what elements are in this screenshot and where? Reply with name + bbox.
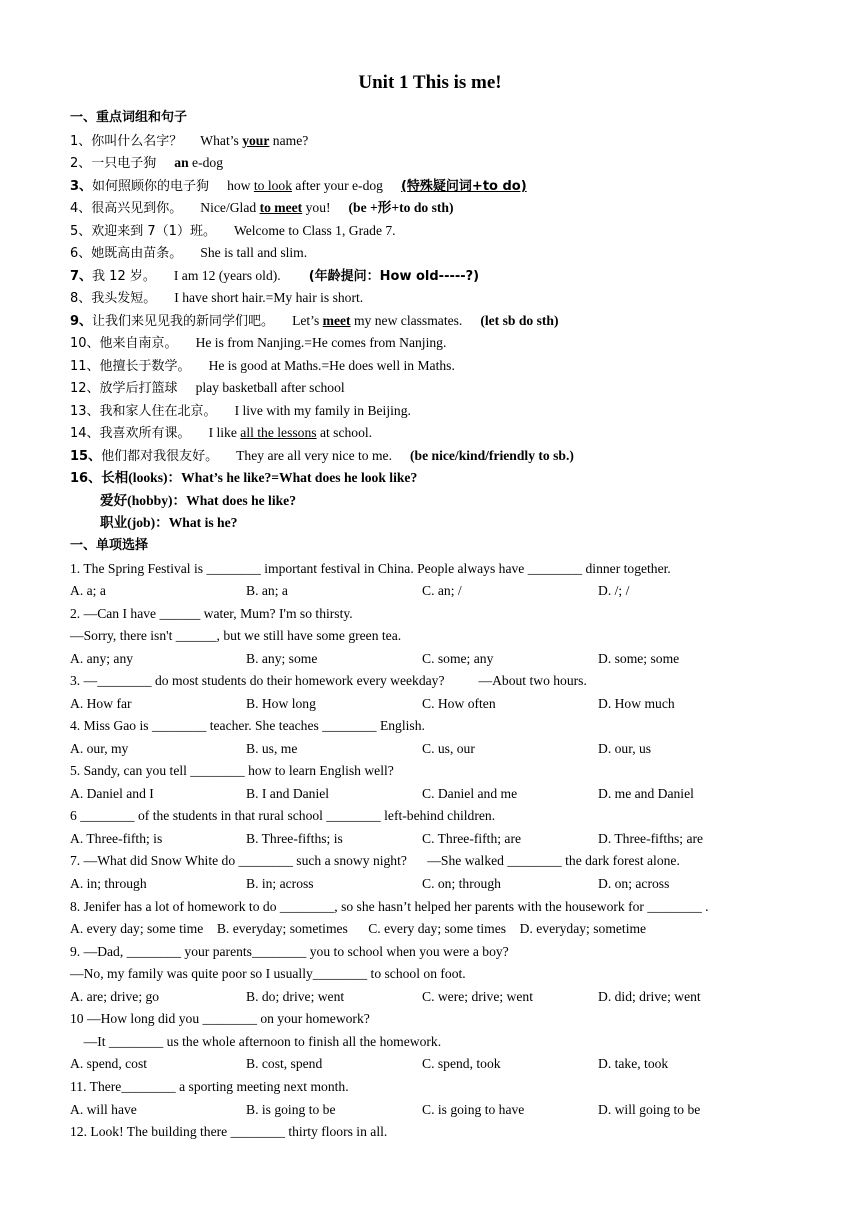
phrase-16-job: 职业(job)：What is he? xyxy=(100,515,238,530)
section-heading-phrases: 一、重点词组和句子 xyxy=(70,110,188,125)
options-7 xyxy=(70,873,790,895)
question-10-line-2: —It ________ us the whole afternoon to finish all the homework. xyxy=(70,1034,442,1049)
question-8: 8. Jenifer has a lot of homework to do ________, so she hasn’t helped her parents with the housework for ________ . xyxy=(70,899,709,914)
phrase-2: 2、一只电子狗 an e-dog xyxy=(70,155,224,171)
options-2 xyxy=(70,648,790,670)
option-b: B. cost, spend xyxy=(246,1056,323,1071)
options-1 xyxy=(70,580,790,602)
question-9: 9. —Dad, ________ your parents________ you to school when you were a boy? xyxy=(70,944,509,959)
option-b: B. do; drive; went xyxy=(246,989,345,1004)
option-d: D. Three-fifths; are xyxy=(598,831,704,846)
phrase-16-hobby: 爱好(hobby)：What does he like? xyxy=(100,493,297,508)
phrase-3: 3、如何照顾你的电子狗 how to look after your e-dog (特殊疑问词+to do) xyxy=(70,178,527,194)
option-c: C. is going to have xyxy=(422,1102,525,1117)
section-heading-choices: 一、单项选择 xyxy=(70,538,149,553)
option-d: D. me and Daniel xyxy=(598,786,694,801)
option-d: D. How much xyxy=(598,696,675,711)
question-5: 5. Sandy, can you tell ________ how to learn English well? xyxy=(70,763,394,778)
options-8: A. every day; some time B. everyday; sometimes C. every day; some times D. everyday; sometime xyxy=(70,921,647,936)
option-b: B. in; across xyxy=(246,876,314,891)
question-2: 2. —Can I have ______ water, Mum? I'm so thirsty. xyxy=(70,606,353,621)
option-b: B. is going to be xyxy=(246,1102,336,1117)
phrase-12: 12、放学后打篮球 play basketball after school xyxy=(70,380,345,396)
phrase-6: 6、她既高由苗条。 She is tall and slim. xyxy=(70,245,308,261)
question-9-line-2: —No, my family was quite poor so I usually________ to school on foot. xyxy=(70,966,466,981)
option-d: D. some; some xyxy=(598,651,680,666)
option-a: A. our, my xyxy=(70,741,129,756)
option-a: A. How far xyxy=(70,696,132,711)
phrase-13: 13、我和家人住在北京。 I live with my family in Beijing. xyxy=(70,403,411,419)
option-c: C. an; / xyxy=(422,583,462,598)
question-10: 10 —How long did you ________ on your homework? xyxy=(70,1011,370,1026)
phrase-10: 10、他来自南京。 He is from Nanjing.=He comes from Nanjing. xyxy=(70,335,447,351)
option-b: B. I and Daniel xyxy=(246,786,330,801)
option-a: A. any; any xyxy=(70,651,134,666)
option-c: C. Daniel and me xyxy=(422,786,518,801)
option-c: C. How often xyxy=(422,696,496,711)
option-c: C. some; any xyxy=(422,651,494,666)
options-6 xyxy=(70,828,790,850)
option-a: A. are; drive; go xyxy=(70,989,160,1004)
option-a: A. in; through xyxy=(70,876,147,891)
option-d: D. on; across xyxy=(598,876,670,891)
option-d: D. our, us xyxy=(598,741,652,756)
question-2-line-2: —Sorry, there isn't ______, but we still have some green tea. xyxy=(70,628,402,643)
question-1: 1. The Spring Festival is ________ important festival in China. People always have ________ dinner together. xyxy=(70,561,671,576)
question-6: 6 ________ of the students in that rural school ________ left-behind children. xyxy=(70,808,496,823)
options-5 xyxy=(70,783,790,805)
phrase-16: 16、长相(looks)：What’s he like?=What does he look like? xyxy=(70,470,418,486)
phrase-7: 7、我 12 岁。 I am 12 (years old). (年龄提问：How old-----?) xyxy=(70,268,480,284)
phrase-9: 9、让我们来见见我的新同学们吧。 Let’s meet my new classmates. (let sb do sth) xyxy=(70,313,559,329)
phrase-4: 4、很高兴见到你。 Nice/Glad to meet you! (be +形+to do sth) xyxy=(70,200,454,216)
options-3 xyxy=(70,693,790,715)
option-d: D. did; drive; went xyxy=(598,989,701,1004)
option-c: C. were; drive; went xyxy=(422,989,533,1004)
phrase-8: 8、我头发短。 I have short hair.=My hair is short. xyxy=(70,290,364,306)
option-c: C. on; through xyxy=(422,876,501,891)
options-4 xyxy=(70,738,790,760)
option-b: B. Three-fifths; is xyxy=(246,831,343,846)
question-7: 7. —What did Snow White do ________ such a snowy night? —She walked ________ the dark forest alone. xyxy=(70,853,680,868)
option-c: C. Three-fifth; are xyxy=(422,831,522,846)
option-a: A. will have xyxy=(70,1102,137,1117)
phrase-14: 14、我喜欢所有课。 I like all the lessons at school. xyxy=(70,425,373,441)
option-b: B. How long xyxy=(246,696,316,711)
option-d: D. take, took xyxy=(598,1056,669,1071)
options-9 xyxy=(70,986,790,1008)
option-d: D. /; / xyxy=(598,583,630,598)
option-b: B. us, me xyxy=(246,741,298,756)
phrase-15: 15、他们都对我很友好。 They are all very nice to me. (be nice/kind/friendly to sb.) xyxy=(70,448,574,464)
question-3: 3. —________ do most students do their homework every weekday? —About two hours. xyxy=(70,673,587,688)
phrase-5: 5、欢迎来到 7（1）班。 Welcome to Class 1, Grade 7. xyxy=(70,223,396,239)
question-4: 4. Miss Gao is ________ teacher. She teaches ________ English. xyxy=(70,718,425,733)
option-d: D. will going to be xyxy=(598,1102,701,1117)
page-title: Unit 1 This is me! xyxy=(358,72,502,93)
question-11: 11. There________ a sporting meeting next month. xyxy=(70,1079,349,1094)
option-b: B. any; some xyxy=(246,651,318,666)
question-12: 12. Look! The building there ________ thirty floors in all. xyxy=(70,1124,388,1139)
options-11 xyxy=(70,1099,790,1121)
option-a: A. Daniel and I xyxy=(70,786,154,801)
options-10 xyxy=(70,1053,790,1075)
option-a: A. a; a xyxy=(70,583,106,598)
option-c: C. spend, took xyxy=(422,1056,501,1071)
phrase-11: 11、他擅长于数学。 He is good at Maths.=He does well in Maths. xyxy=(70,358,455,374)
option-c: C. us, our xyxy=(422,741,475,756)
phrase-1: 1、你叫什么名字？ What’s your name? xyxy=(70,133,309,149)
option-a: A. spend, cost xyxy=(70,1056,148,1071)
option-a: A. Three-fifth; is xyxy=(70,831,163,846)
option-b: B. an; a xyxy=(246,583,288,598)
